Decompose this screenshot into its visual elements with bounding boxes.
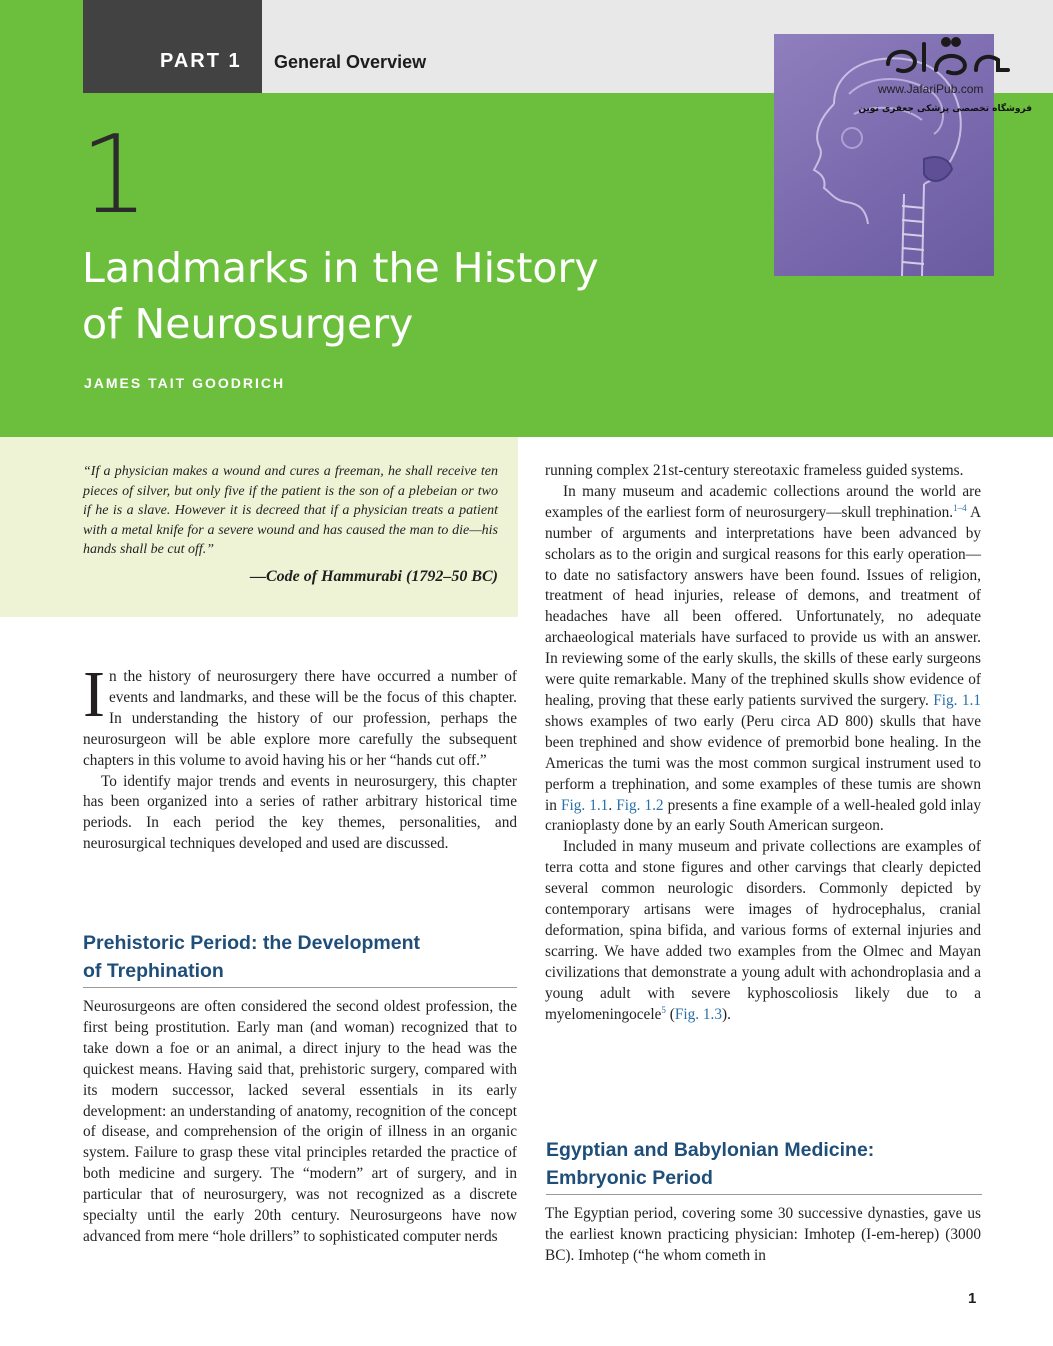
intro-text: n the history of neurosurgery there have occurred a number of events and landmarks, and these will be the focus of this chapter. In understanding the history of our profession, perhaps the neurosurgeon will be able explore more carefully the subsequent chapters in this volume to avoid having his or her “hands cut off.” [83, 668, 517, 769]
intro-section [83, 658, 517, 855]
chapter-title-line1: Landmarks in the History [82, 244, 599, 292]
chapter-author: JAMES TAIT GOODRICH [84, 375, 286, 391]
part-label: PART 1 [160, 50, 242, 72]
right-paragraph-2: In many museum and academic collections around the world are examples of the earliest form of neurosurgery—skull trephination.$^{1-4}$ A number of arguments and interpretations have been advanced by scholars as to the origin and surgical reasons for this early operation—to date no satisfactory answers have been found. Issues of religion, treatment of head injuries, release of demons, and treatment of headaches have all been offered. Unfortunately, no adequate archaeological materials have surfaced to provide us with an answer. In reviewing some of the early skulls, the skills of these early surgeons were quite remarkable. Many of the trephined skulls show evidence of healing, proving that these early patients survived the surgery. Fig. 1.1 shows examples of two early (Peru circa AD 800) skulls that have been trephined and show evidence of premorbid bone healing. In the Americas the tumi was the most common surgical instrument used to perform a trephination, and some examples of these tumis are shown in Fig. 1.1. Fig. 1.2 presents a fine example of a well-healed gold inlay cranioplasty done by an early South American surgeon. [545, 482, 981, 835]
heading-rule-2 [546, 1194, 982, 1195]
section-label: General Overview [274, 52, 427, 72]
chapter-title [82, 240, 722, 352]
figure-link-1-1-b[interactable]: Fig. 1.1 [560, 796, 609, 814]
publisher-logo [848, 30, 1028, 130]
prehistoric-section [83, 997, 517, 1248]
section-heading-prehistoric-line2: of Trephination [83, 960, 224, 982]
publisher-url: www.JafariPub.com [878, 82, 984, 96]
figure-link-1-3[interactable]: Fig. 1.3 [674, 1005, 722, 1023]
right-column [545, 461, 981, 1025]
right-paragraph-3: Included in many museum and private collections are examples of terra cotta and stone figures and other carvings that clearly depicted several common neurologic disorders. Commonly depicted by contemporary artisans were images of hydrocephalus, cranial deformation, spina bifida, and various forms of external injuries and scarring. We have added two examples from the Olmec and Mayan civilizations that demonstrate a young adult with achondroplasia and a young adult with severe kyphoscoliosis likely due to a myelomeningocele$^5$ (Fig. 1.3). [545, 838, 981, 1023]
epigraph-quote: “If a physician makes a wound and cures a freeman, he shall receive ten pieces of silver, but only five if the patient is the son of a plebeian or two if he is a slave. However it is decreed that if a physician treats a patient with a metal knife for a severe wound and has caused the man to die—his hands shall be cut off.” [83, 464, 498, 557]
drop-cap: I [83, 658, 105, 731]
epigraph-source: —Code of Hammurabi (1792–50 BC) [249, 568, 498, 585]
section-heading-prehistoric [83, 929, 420, 985]
publisher-logo-icon [848, 30, 1028, 86]
chapter-number: 1 [80, 113, 149, 238]
heading-rule [83, 987, 517, 988]
publisher-caption: فروشگاه تخصصی پزشکی جعفری نوین [858, 104, 1032, 114]
section-heading-prehistoric-line1: Prehistoric Period: the Development [83, 932, 420, 954]
intro-paragraph-2: To identify major trends and events in neurosurgery, this chapter has been organized into a series of rather arbitrary historical time periods. In each period the key themes, personalities, and neurosurgical techniques developed and used are discussed. [83, 772, 517, 853]
part-box [83, 0, 262, 93]
egyptian-section [545, 1204, 981, 1267]
citation-1-4[interactable]: 1–4 [953, 502, 967, 513]
citation-5[interactable]: 5 [661, 1004, 666, 1015]
chapter-title-line2: of Neurosurgery [82, 300, 414, 348]
section-heading-egyptian [546, 1136, 874, 1192]
intro-paragraph [83, 658, 517, 772]
figure-link-1-1[interactable]: Fig. 1.1 [933, 691, 981, 709]
section-heading-egyptian-line2: Embryonic Period [546, 1167, 713, 1189]
page-number: 1 [968, 1290, 977, 1307]
prehistoric-paragraph: Neurosurgeons are often considered the second oldest profession, the first being prostitution. Early man (and woman) recognized that to take down a foe or an animal, a direct injury to the head was the quickest means. Having said that, prehistoric surgery, compared with its modern successor, lacked several essentials in its early development: an understanding of anatomy, recognition of the concept of disease, and comprehension of the origin of illness in an organic system. Failure to grasp these vital principles retarded the practice of both medicine and surgery. The “modern” art of surgery, and in particular that of neurosurgery, was not recognized as a discrete specialty until the early 20th century. Neurosurgeons have now advanced from mere “hole drillers” to sophisticated computer nerds [83, 998, 517, 1245]
right-paragraph-1: running complex 21st-century stereotaxic frameless guided systems. [545, 462, 964, 479]
section-heading-egyptian-line1: Egyptian and Babylonian Medicine: [546, 1139, 875, 1161]
figure-link-1-2[interactable]: Fig. 1.2 [616, 796, 664, 814]
egyptian-paragraph: The Egyptian period, covering some 30 successive dynasties, gave us the earliest known practicing physician: Imhotep (I-em-herep) (3000 BC). Imhotep (“he whom cometh in [545, 1205, 981, 1264]
